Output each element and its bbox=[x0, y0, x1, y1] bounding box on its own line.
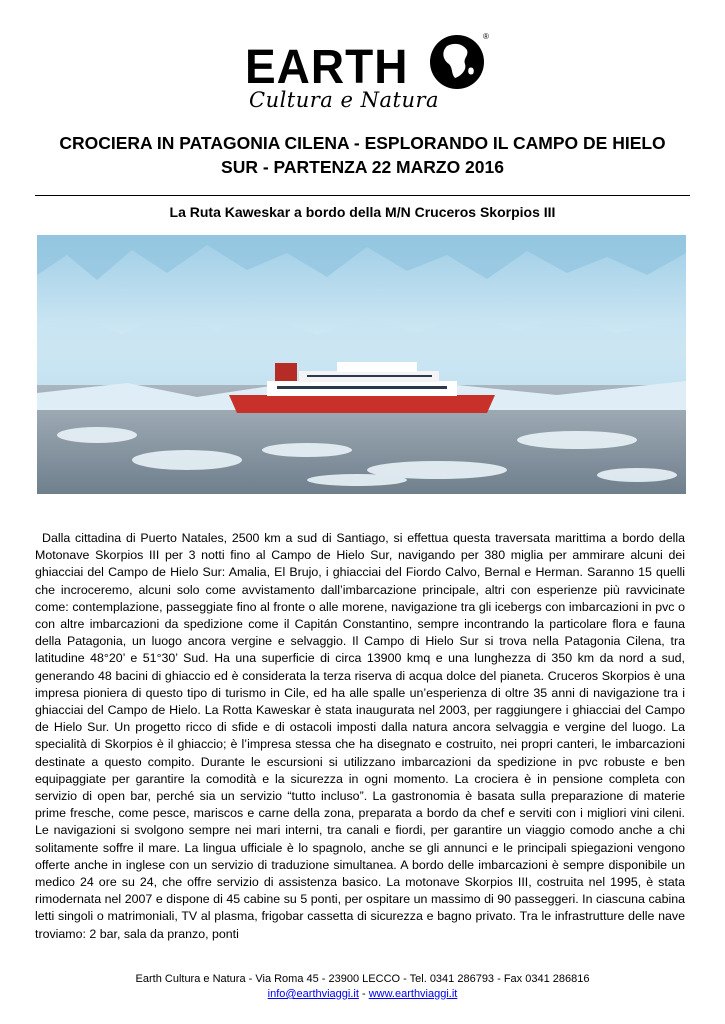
footer-separator: - bbox=[358, 988, 369, 1000]
email-link[interactable]: info@earthviaggi.it bbox=[267, 988, 359, 1000]
title-divider bbox=[35, 195, 690, 196]
document-subtitle: La Ruta Kaweskar a bordo della M/N Cruceros Skorpios III bbox=[169, 204, 556, 220]
earth-logo bbox=[245, 30, 495, 115]
glacier-illustration bbox=[37, 235, 686, 494]
body-text bbox=[35, 530, 685, 943]
footer-links bbox=[35, 987, 690, 1002]
logo-wordmark: EARTH bbox=[245, 38, 409, 94]
body-paragraph: Dalla cittadina di Puerto Natales, 2500 km a sud di Santiago, si effettua questa traversata marittima a bordo della Motonave Skorpios III per 3 notti fino al Campo de Hielo Sur, navigando per 380 miglia per ammirare alcuni dei ghiacciai del Campo de Hielo Sur: Amalia, El Brujo, i ghiacciai del Fiordo Calvo, Bernal e Herman. Saranno 15 quelli che incroceremo, alcuni solo come avvistamento dall’imbarcazione principale, altri con esperienze più ravvicinate come: contemplazione, passeggiate fino al fronte o alle morene, navigazione tra gli icebergs con imbarcazioni in pvc o con altre imbarcazioni da spedizione come il Capitán Constantino, sempre incontrando la particolare flora e fauna della Patagonia, un luogo ancora vergine e selvaggio. Il Campo di Hielo Sur si trova nella Patagonia Cilena, tra latitudine 48°20’ e 51°30’ Sud. Ha una superficie di circa 13900 kmq e una lunghezza di 350 km da nord a sud, generando 48 bacini di ghiaccio ed è considerata la terza riserva di acqua dolce del pianeta. Cruceros Skorpios è una impresa pioniera di questo tipo di turismo in Cile, ed ha alle spalle un’esperienza di oltre 35 anni di navigazione tra i ghiacciai del Campo de Hielo. La Rotta Kaweskar è stata inaugurata nel 2003, per raggiungere i ghiacciai del Campo de Hielo Sur. Un progetto ricco di sfide e di ostacoli imposti dalla natura ancora selvaggia e vergine del luogo. La specialità di Skorpios è il ghiaccio; è l’impresa stessa che ha disegnato e costruito, nei propri canteri, le imbarcazioni destinate a questo compito. Durante le escursioni si utilizzano imbarcazioni da spedizione in pvc robuste e ben equipaggiate per garantire la comodità e la sicurezza in ogni momento. La crociera è in pensione completa con servizio di open bar, perché sia un servizio “tutto incluso”. La gastronomia è basata sulla preparazione di materie prime fresche, come pesce, mariscos e carne della zona, preparata a bordo da chef e serviti con i migliori vini cileni. Le navigazioni si svolgono sempre nei mari interni, tra canali e fiordi, per garantire un viaggio comodo anche a chi solitamente soffre il mare. La lingua ufficiale è lo spagnolo, anche se gli annunci e le principali spiegazioni vengono offerte anche in inglese con un servizio di traduzione simultanea. A bordo delle imbarcazioni è sempre disponibile un medico 24 ore su 24, che offre servizio di assistenza basico. La motonave Skorpios III, costruita nel 1995, è stata rimodernata nel 2007 e dispone di 45 cabine su 5 ponti, per ospitare un massimo di 90 passeggeri. In ciascuna cabina letti singoli o matrimoniali, TV al plasma, frigobar cassetta di sicurezza e bagno privato. Tra le infrastrutture delle nave troviamo: 2 bar, sala da pranzo, ponti bbox=[35, 531, 685, 941]
footer bbox=[35, 972, 690, 1002]
glacier-ship-photo bbox=[37, 235, 686, 494]
website-link[interactable]: www.earthviaggi.it bbox=[368, 988, 458, 1000]
registered-mark: ® bbox=[483, 32, 489, 41]
document-title: CROCIERA IN PATAGONIA CILENA - ESPLORANDO IL CAMPO DE HIELO SUR - PARTENZA 22 MARZO 2016 bbox=[59, 133, 666, 177]
logo-tagline: Cultura e Natura bbox=[249, 88, 440, 112]
globe-icon bbox=[429, 34, 485, 90]
footer-address: Earth Cultura e Natura - Via Roma 45 - 23900 LECCO - Tel. 0341 286793 - Fax 0341 286816 bbox=[135, 973, 590, 985]
